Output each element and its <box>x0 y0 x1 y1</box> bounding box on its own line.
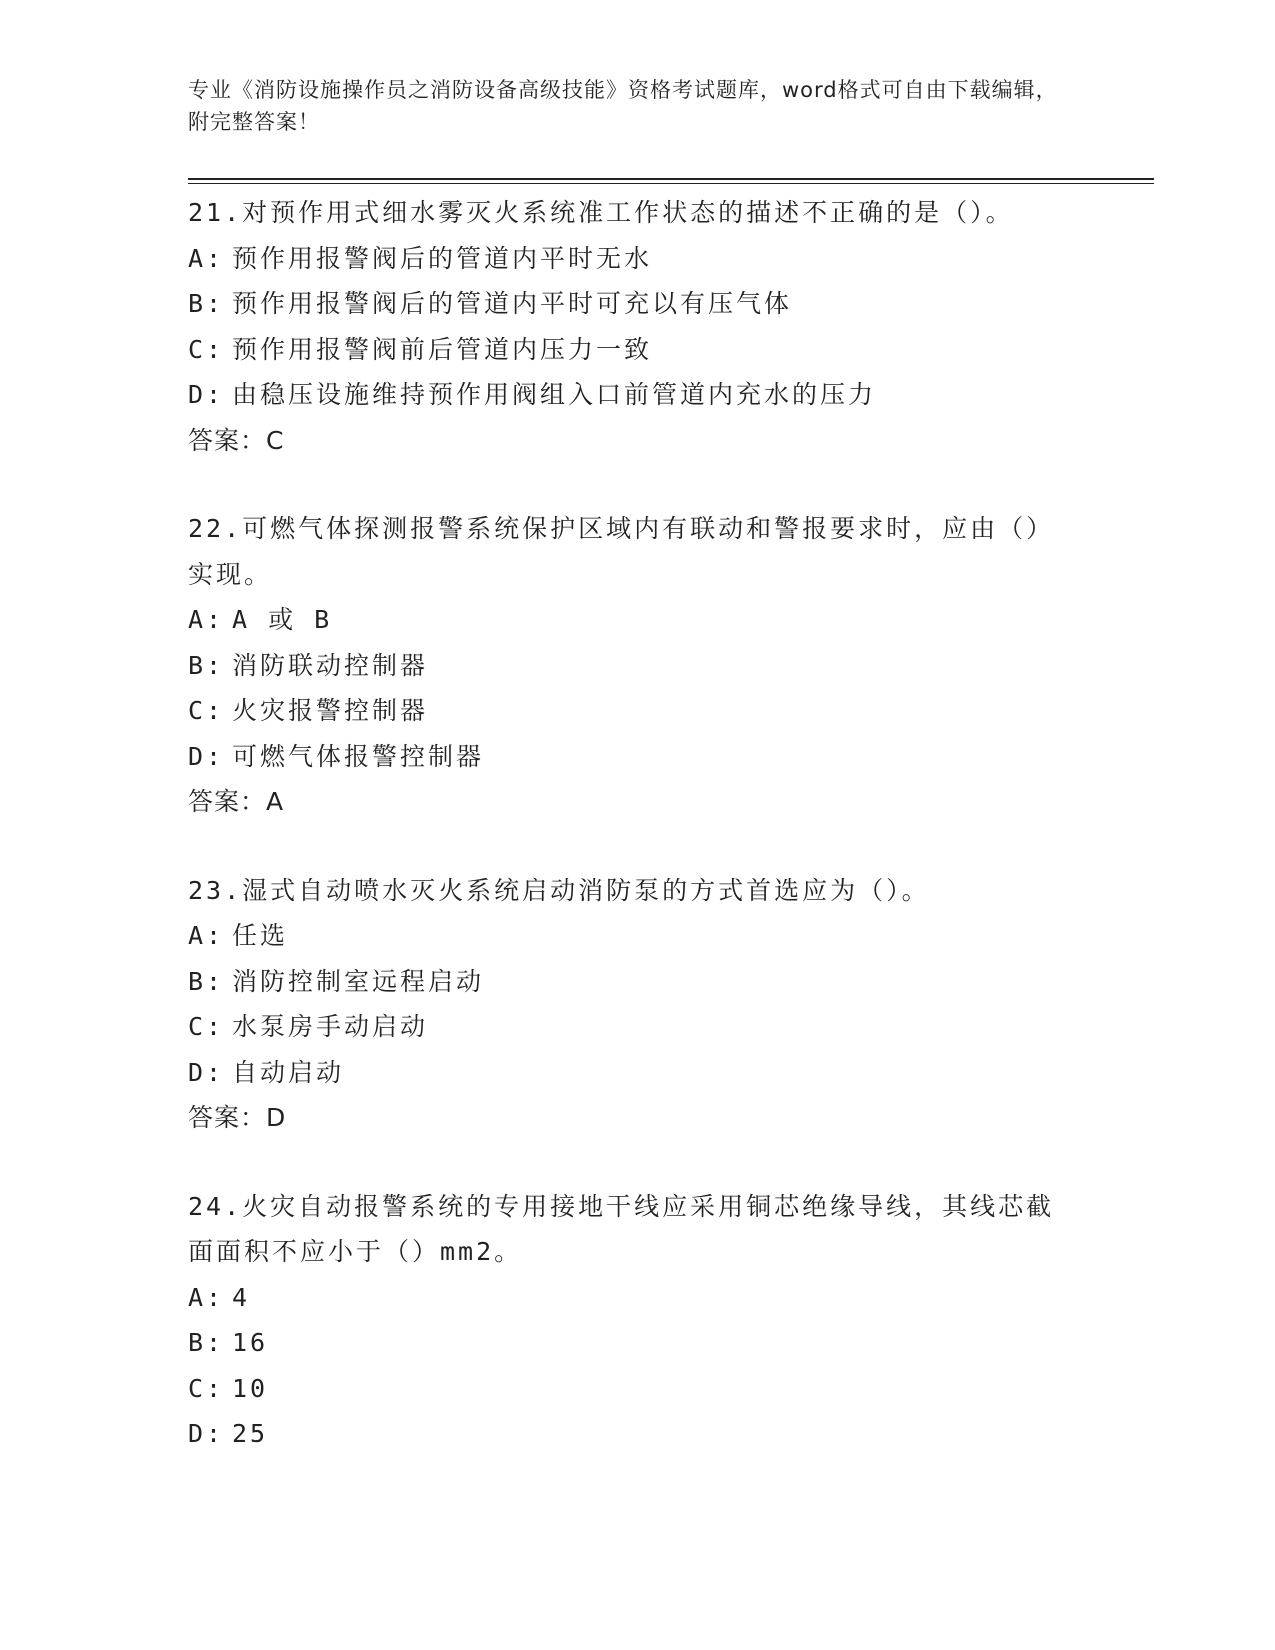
option-a <box>188 236 1088 282</box>
question-23 <box>188 868 1088 1141</box>
option-text: 任选 <box>232 921 289 950</box>
option-label: B: <box>188 289 225 318</box>
option-c <box>188 1366 1088 1412</box>
option-label: A: <box>188 243 225 273</box>
option-a <box>188 1275 1088 1321</box>
option-b <box>188 959 1088 1005</box>
option-b <box>188 643 1088 689</box>
header-divider <box>188 178 1154 180</box>
option-text: 水泵房手动启动 <box>232 1012 429 1041</box>
option-d <box>188 1411 1088 1457</box>
question-list <box>188 190 1088 1500</box>
option-text: 火灾报警控制器 <box>232 696 429 725</box>
option-label: B: <box>188 1328 225 1357</box>
option-label: D: <box>188 380 225 409</box>
option-label: B: <box>188 966 225 996</box>
option-label: D: <box>188 1419 225 1448</box>
option-label: D: <box>188 1057 225 1087</box>
option-text: 25 <box>232 1419 269 1448</box>
option-b <box>188 1320 1088 1366</box>
option-label: C: <box>188 334 225 364</box>
option-label: A: <box>188 921 225 950</box>
option-label: A: <box>188 1282 225 1312</box>
option-label: D: <box>188 741 225 771</box>
option-label: B: <box>188 650 225 680</box>
option-label: A: <box>188 605 225 634</box>
option-text: A 或 B <box>232 605 333 634</box>
option-b <box>188 281 1088 327</box>
option-text: 10 <box>232 1373 269 1403</box>
option-text: 消防联动控制器 <box>232 650 429 680</box>
option-text: 预作用报警阀前后管道内压力一致 <box>232 334 653 364</box>
option-text: 自动启动 <box>232 1057 345 1087</box>
question-title: 22.可燃气体探测报警系统保护区域内有联动和警报要求时，应由（）实现。 <box>188 514 1055 589</box>
option-label: C: <box>188 696 225 725</box>
option-a <box>188 597 1088 643</box>
option-text: 预作用报警阀后的管道内平时可充以有压气体 <box>232 289 793 318</box>
document-header: 专业《消防设施操作员之消防设备高级技能》资格考试题库，word格式可自由下载编辑，附完整答案！ <box>188 78 1058 134</box>
option-d <box>188 734 1088 780</box>
question-title: 24.火灾自动报警系统的专用接地干线应采用铜芯绝缘导线，其线芯截面面积不应小于（）mm2。 <box>188 1191 1055 1266</box>
option-label: C: <box>188 1373 225 1403</box>
answer: 答案：C <box>188 425 285 455</box>
question-24 <box>188 1184 1088 1457</box>
question-22 <box>188 506 1088 825</box>
option-label: C: <box>188 1012 225 1041</box>
option-d <box>188 372 1088 418</box>
question-title: 23.湿式自动喷水灭火系统启动消防泵的方式首选应为（）。 <box>188 875 930 905</box>
option-c <box>188 688 1088 734</box>
option-text: 4 <box>232 1282 251 1312</box>
answer: 答案：D <box>188 1103 287 1132</box>
question-21 <box>188 190 1088 463</box>
option-a <box>188 913 1088 959</box>
option-text: 可燃气体报警控制器 <box>232 741 485 771</box>
answer: 答案：A <box>188 787 285 816</box>
option-d <box>188 1050 1088 1096</box>
option-c <box>188 327 1088 373</box>
header-divider-thin <box>188 183 1154 184</box>
option-text: 预作用报警阀后的管道内平时无水 <box>232 243 653 273</box>
option-text: 16 <box>232 1328 269 1357</box>
option-text: 由稳压设施维持预作用阀组入口前管道内充水的压力 <box>232 380 877 409</box>
option-text: 消防控制室远程启动 <box>232 966 485 996</box>
option-c <box>188 1004 1088 1050</box>
question-title: 21.对预作用式细水雾灭火系统准工作状态的描述不正确的是（）。 <box>188 198 1014 227</box>
